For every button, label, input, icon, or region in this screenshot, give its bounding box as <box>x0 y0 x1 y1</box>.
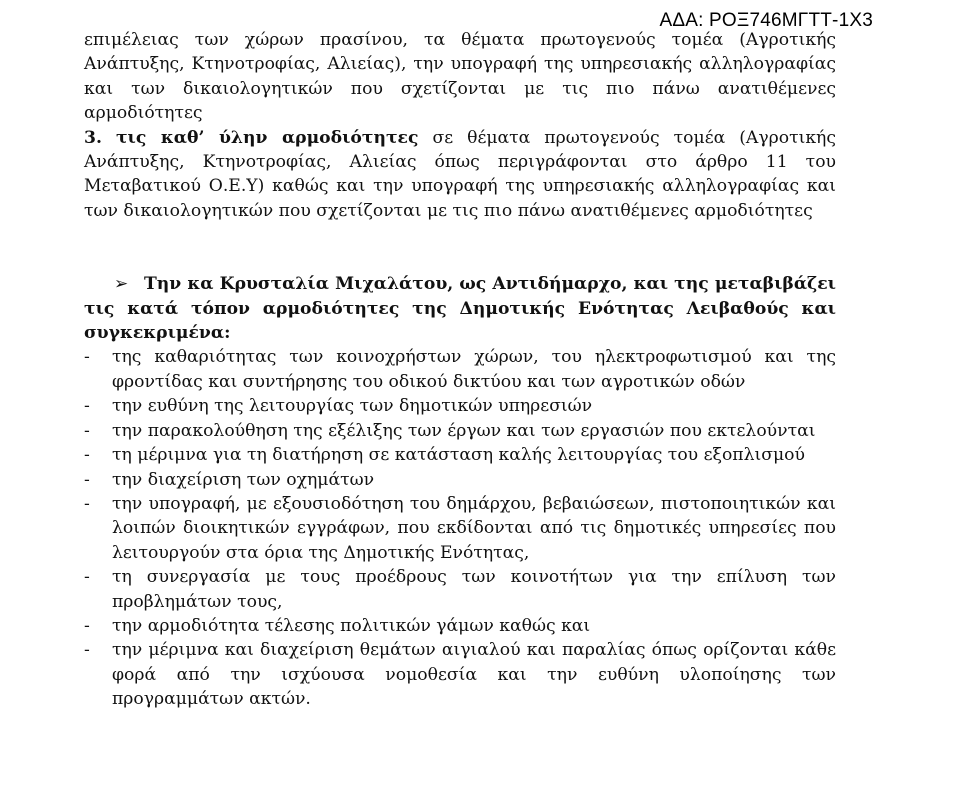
dash-marker: - <box>84 420 90 441</box>
ada-code: ΑΔΑ: ΡΟΞ746ΜΓΤΤ-1Χ3 <box>659 10 873 31</box>
dash-marker: - <box>84 469 90 490</box>
point-3-paragraph <box>84 126 836 224</box>
list-item <box>84 345 836 394</box>
list-item-text: την αρμοδιότητα τέλεσης πολιτικών γάμων καθώς και <box>112 615 591 636</box>
dash-marker: - <box>84 640 90 661</box>
point-3-text: σε θέματα πρωτογενούς τομέα (Αγροτικής Ανάπτυξης, Κτηνοτροφίας, Αλιείας όπως περιγράφονται στο άρθρο 11 του Μεταβατικού Ο.Ε.Υ) καθώς και την υπογραφή της υπηρεσιακής αλληλογραφίας και των δικαιολογητικών που σχετίζονται με τις πιο πάνω ανατιθέμενες αρμοδιότητες <box>84 127 836 221</box>
list-item-text: της καθαριότητας των κοινοχρήστων χώρων, του ηλεκτροφωτισμού και της φροντίδας και συντήρησης του οδικού δικτύου και των αγροτικών οδών <box>112 347 836 392</box>
dash-marker: - <box>84 445 90 466</box>
list-item <box>84 492 836 565</box>
list-item <box>84 394 836 418</box>
list-item-text: τη συνεργασία με τους προέδρους των κοινοτήτων για την επίλυση των προβλημάτων τους, <box>112 567 836 612</box>
list-item <box>84 565 836 614</box>
dash-marker: - <box>84 396 90 417</box>
dash-marker: - <box>84 567 90 588</box>
arrow-bullet-icon: ➢ <box>114 274 129 295</box>
list-item-text: την ευθύνη της λειτουργίας των δημοτικών υπηρεσιών <box>112 396 593 417</box>
list-item-text: τη μέριμνα για τη διατήρηση σε κατάσταση καλής λειτουργίας του εξοπλισμού <box>112 445 805 466</box>
list-item <box>84 468 836 492</box>
dash-marker: - <box>84 347 90 368</box>
list-item-text: την παρακολούθηση της εξέλιξης των έργων και των εργασιών που εκτελούνται <box>112 420 816 441</box>
list-item-text: την μέριμνα και διαχείριση θεμάτων αιγιαλού και παραλίας όπως ορίζονται κάθε φορά από την ισχύουσα νομοθεσία και την ευθύνη υλοποίησης των προγραμμάτων ακτών. <box>112 640 836 710</box>
list-item <box>84 443 836 467</box>
dash-marker: - <box>84 493 90 514</box>
section-heading <box>84 272 836 345</box>
responsibilities-list <box>84 345 836 711</box>
section-heading-text: Την κα Κρυσταλία Μιχαλάτου, ως Αντιδήμαρχο, και της μεταβιβάζει τις κατά τόπον αρμοδιότητες της Δημοτικής Ενότητας Λειβαθούς και συγκεκριμένα: <box>84 274 836 344</box>
list-item-text: την διαχείριση των οχημάτων <box>112 469 375 490</box>
list-item <box>84 614 836 638</box>
document-body <box>84 28 836 712</box>
list-item <box>84 419 836 443</box>
dash-marker: - <box>84 615 90 636</box>
section-spacer <box>84 223 836 272</box>
list-item <box>84 638 836 711</box>
point-3-bold-lead: τις καθ’ ύλην αρμοδιότητες <box>115 127 419 148</box>
list-item-text: την υπογραφή, με εξουσιοδότηση του δημάρχου, βεβαιώσεων, πιστοποιητικών και λοιπών διοικητικών εγγράφων, που εκδίδονται από τις δημοτικές υπηρεσίες που λειτουργούν στα όρια της Δημοτικής Ενότητας, <box>112 493 836 563</box>
intro-paragraph: επιμέλειας των χώρων πρασίνου, τα θέματα πρωτογενούς τομέα (Αγροτικής Ανάπτυξης, Κτηνοτροφίας, Αλιείας), την υπογραφή της υπηρεσιακής αλληλογραφίας και των δικαιολογητικών που σχετίζονται με τις πιο πάνω ανατιθέμενες αρμοδιότητες <box>84 30 836 124</box>
point-3-number: 3. <box>84 127 102 148</box>
